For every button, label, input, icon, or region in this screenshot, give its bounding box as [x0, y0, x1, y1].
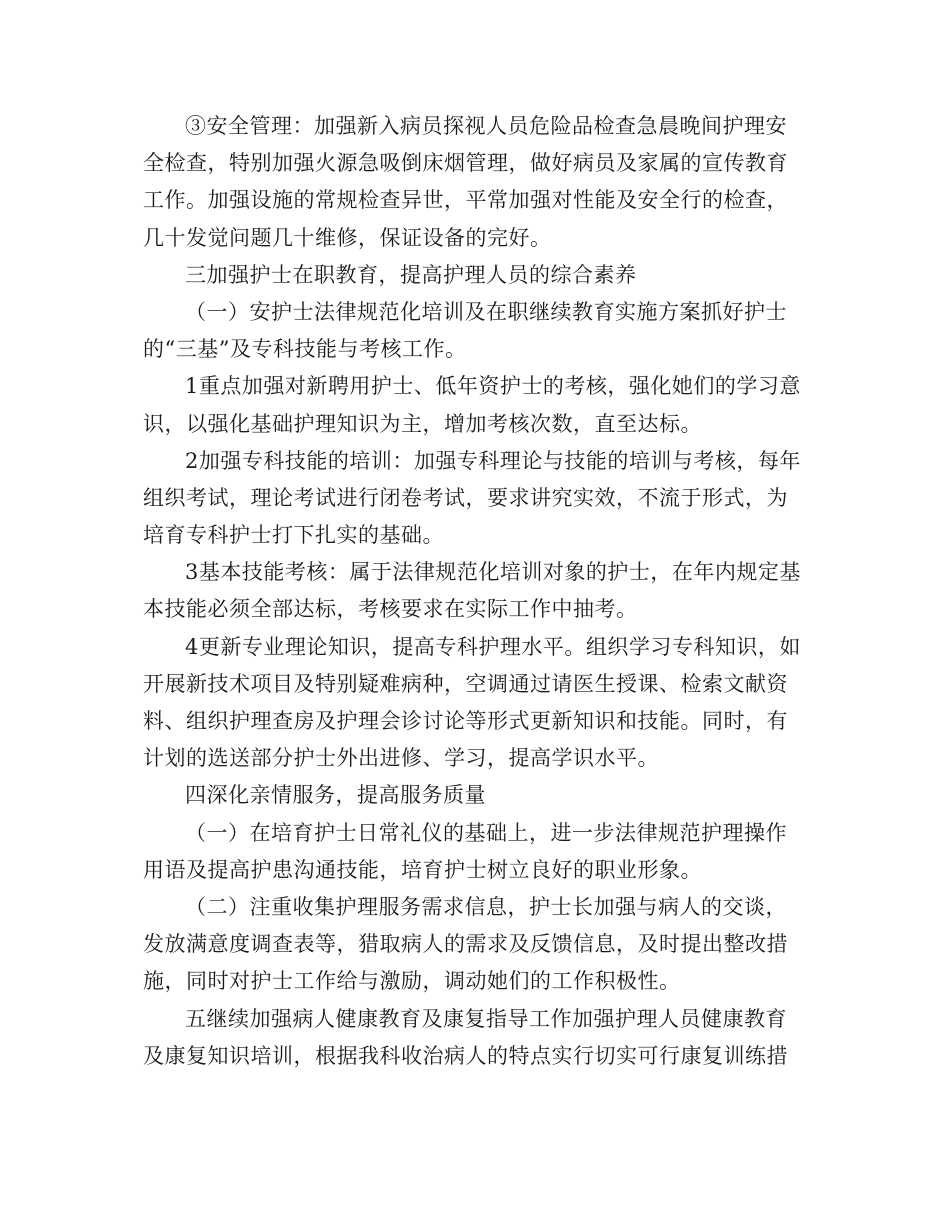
text-line: 组织考试，理论考试进行闭卷考试，要求讲究实效，不流于形式，为	[143, 485, 788, 510]
text-line: 几十发觉问题几十维修，保证设备的完好。	[143, 225, 552, 250]
text-line: 4更新专业理论知识，提高专科护理水平。组织学习专科知识，如	[185, 634, 801, 659]
heading-line: 四深化亲情服务，提高服务质量	[185, 783, 486, 808]
paragraph-item-3-1	[143, 297, 823, 364]
text-line: 五继续加强病人健康教育及康复指导工作加强护理人员健康教育	[185, 1006, 787, 1031]
text-line: （一）在培育护士日常礼仪的基础上，进一步法律规范护理操作	[185, 820, 787, 845]
text-line: 料、组织护理查房及护理会诊讨论等形式更新知识和技能。同时，有	[143, 709, 788, 733]
paragraph-safety-management	[143, 111, 823, 253]
paragraph-item-4-2	[143, 892, 823, 996]
paragraph-item-3	[143, 557, 823, 624]
text-line: 的“三基”及专科技能与考核工作。	[143, 337, 467, 362]
text-line: 计划的选送部分护士外出进修、学习，提高学识水平。	[143, 746, 659, 771]
text-line: 本技能必须全部达标，考核要求在实际工作中抽考。	[143, 597, 638, 622]
text-line: （二）注重收集护理服务需求信息，护士长加强与病人的交谈，	[185, 894, 787, 919]
section-heading-5	[143, 1004, 823, 1071]
text-line: 2加强专科技能的培训：加强专科理论与技能的培训与考核，每年	[185, 448, 801, 473]
section-heading-4	[143, 780, 823, 810]
text-line: 培育专科护士打下扎实的基础。	[143, 523, 444, 548]
text-line: ③安全管理：加强新入病员探视人员危险品检查急晨晚间护理安	[185, 114, 787, 138]
text-line: 用语及提高护患沟通技能，培育护士树立良好的职业形象。	[143, 857, 702, 882]
paragraph-item-4	[143, 632, 823, 774]
text-line: 3基本技能考核：属于法律规范化培训对象的护士，在年内规定基	[185, 560, 801, 585]
text-line: 工作。加强设施的常规检查异世，平常加强对性能及安全行的检查，	[143, 188, 788, 213]
heading-line: 三加强护士在职教育，提高护理人员的综合素养	[185, 262, 637, 287]
section-heading-3	[143, 260, 823, 290]
text-line: 及康复知识培训，根据我科收治病人的特点实行切实可行康复训练措	[143, 1043, 788, 1068]
paragraph-item-1	[143, 371, 823, 438]
text-line: 发放满意度调查表等，猎取病人的需求及反馈信息，及时提出整改措	[143, 932, 788, 957]
text-line: 开展新技术项目及特别疑难病种，空调通过请医生授课、检索文献资	[143, 671, 788, 696]
text-line: （一）安护士法律规范化培训及在职继续教育实施方案抓好护士	[185, 299, 787, 324]
document-body	[143, 111, 823, 1078]
text-line: 识，以强化基础护理知识为主，增加考核次数，直至达标。	[143, 411, 702, 436]
paragraph-item-4-1	[143, 818, 823, 885]
text-line: 1重点加强对新聘用护士、低年资护士的考核，强化她们的学习意	[185, 374, 801, 399]
paragraph-item-2	[143, 446, 823, 550]
text-line: 施，同时对护士工作给与激励，调动她们的工作积极性。	[143, 969, 681, 994]
text-line: 全检查，特别加强火源急吸倒床烟管理，做好病员及家属的宣传教育	[143, 151, 788, 176]
